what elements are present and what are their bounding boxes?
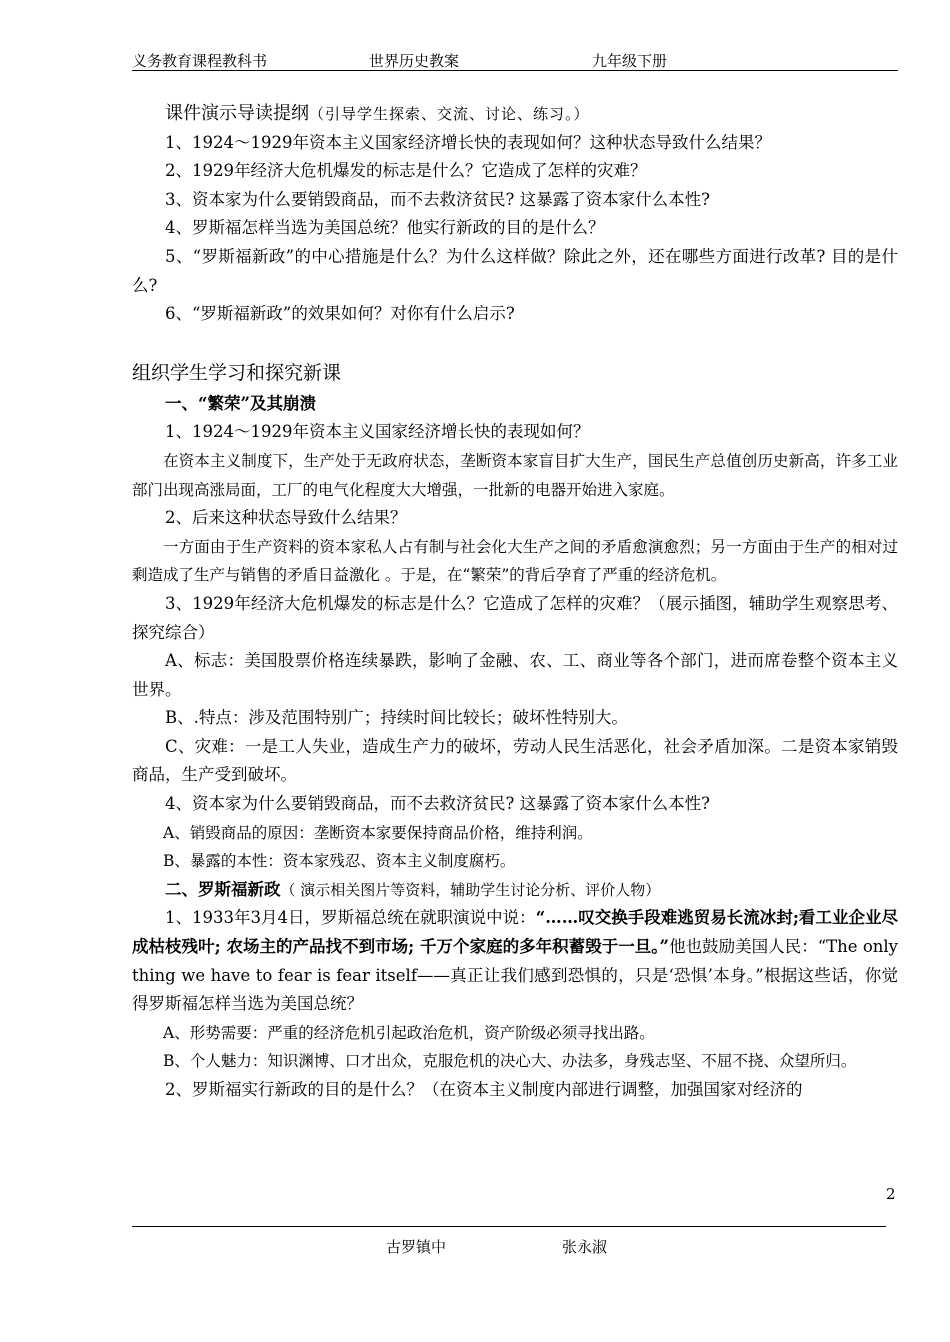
outline-title: 课件演示导读提纲 bbox=[165, 103, 309, 124]
answer: A、销毁商品的原因：垄断资本家要保持商品价格，维持利润。 bbox=[163, 823, 593, 842]
section-title: 组织学生学习和探究新课 bbox=[132, 361, 342, 384]
question: 3、1929年经济大危机爆发的标志是什么？它造成了怎样的灾难？（展示插图，辅助学生观察思考、探究综合） bbox=[132, 593, 898, 642]
question: 2、后来这种状态导致什么结果？ bbox=[165, 508, 407, 528]
outline-heading bbox=[132, 100, 898, 129]
footer-author: 张永淑 bbox=[562, 1238, 608, 1256]
quote-text: “……叹交换手段难逃贸易长流冰封;看工业企业尽成枯枝残叶; 农场主的产品找不到市场; 千万个家庭的多年积蓄毁于一旦。” bbox=[132, 908, 898, 957]
header-grade: 九年级下册 bbox=[592, 52, 668, 70]
page-number: 2 bbox=[886, 1185, 896, 1203]
answer: C、灾难：一是工人失业，造成生产力的破坏，劳动人民生活恶化，社会矛盾加深。二是资本家销毁商品，生产受到破坏。 bbox=[132, 736, 898, 785]
part1-heading: 一、“繁荣”及其崩溃 bbox=[165, 393, 316, 413]
outline-item: 1、1924～1929年资本主义国家经济增长快的表现如何？这种状态导致什么结果？ bbox=[165, 132, 771, 152]
question: 2、罗斯福实行新政的目的是什么？（在资本主义制度内部进行调整，加强国家对经济的 bbox=[165, 1080, 803, 1099]
part2-heading-line bbox=[132, 876, 898, 905]
footer-divider bbox=[132, 1226, 886, 1227]
outline-item: 6、“罗斯福新政”的效果如何？对你有什么启示? bbox=[165, 304, 515, 324]
page-header bbox=[132, 50, 898, 71]
answer: B、个人魅力：知识渊博、口才出众，克服危机的决心大、办法多，身残志坚、不屈不挠、众望所归。 bbox=[163, 1052, 857, 1071]
header-subject: 世界历史教案 bbox=[369, 52, 460, 70]
answer: A、形势需要：严重的经济危机引起政治危机，资产阶级必须寻找出路。 bbox=[163, 1023, 655, 1042]
answer: B、暴露的本性：资本家残忍、资本主义制度腐朽。 bbox=[163, 852, 516, 871]
outline-item: 3、资本家为什么要销毁商品，而不去救济贫民? 这暴露了资本家什么本性? bbox=[165, 189, 710, 209]
quote-tail: 他也鼓励美国人民：“The only thing we have to fear is fear itself——真正让我们感到恐惧的，只是‘恐惧’本身。”根据这些话，你觉得罗斯福怎样当选为美国总统？ bbox=[132, 937, 898, 1014]
part2-note: （ 演示相关图片等资料，辅助学生讨论分析、评价人物） bbox=[280, 880, 661, 899]
quote-lead: 1、1933年3月4日，罗斯福总统在就职演说中说： bbox=[165, 908, 536, 928]
question bbox=[132, 904, 898, 1018]
document-body bbox=[132, 100, 898, 1105]
answer: 在资本主义制度下，生产处于无政府状态，垄断资本家盲目扩大生产，国民生产总值创历史新高，许多工业部门出现高涨局面，工厂的电气化程度大大增强，一批新的电器开始进入家庭。 bbox=[132, 451, 898, 499]
part2-heading: 二、罗斯福新政 bbox=[165, 879, 281, 899]
question: 1、1924～1929年资本主义国家经济增长快的表现如何？ bbox=[165, 422, 590, 442]
spacer bbox=[132, 329, 898, 356]
outline-subtitle: （引导学生探索、交流、讨论、练习。） bbox=[309, 105, 590, 123]
outline-item: 4、罗斯福怎样当选为美国总统？他实行新政的目的是什么？ bbox=[165, 218, 605, 238]
answer: 一方面由于生产资料的资本家私人占有制与社会化大生产之间的矛盾愈演愈烈；另一方面由于生产的相对过剩造成了生产与销售的矛盾日益激化 。于是，在“繁荣”的背后孕育了严重的经济危机。 bbox=[132, 537, 898, 585]
question: 4、资本家为什么要销毁商品，而不去救济贫民? 这暴露了资本家什么本性? bbox=[165, 794, 710, 814]
outline-item: 2、1929年经济大危机爆发的标志是什么？它造成了怎样的灾难？ bbox=[165, 161, 647, 181]
header-textbook: 义务教育课程教科书 bbox=[132, 52, 268, 70]
outline-item: 5、“罗斯福新政”的中心措施是什么？为什么这样做？除此之外，还在哪些方面进行改革? 目的是什么? bbox=[132, 246, 898, 295]
answer: A、标志：美国股票价格连续暴跌，影响了金融、农、工、商业等各个部门，进而席卷整个资本主义世界。 bbox=[132, 651, 898, 699]
footer-school: 古罗镇中 bbox=[386, 1238, 447, 1256]
answer: B、.特点：涉及范围特别广；持续时间比较长；破坏性特别大。 bbox=[165, 708, 628, 728]
